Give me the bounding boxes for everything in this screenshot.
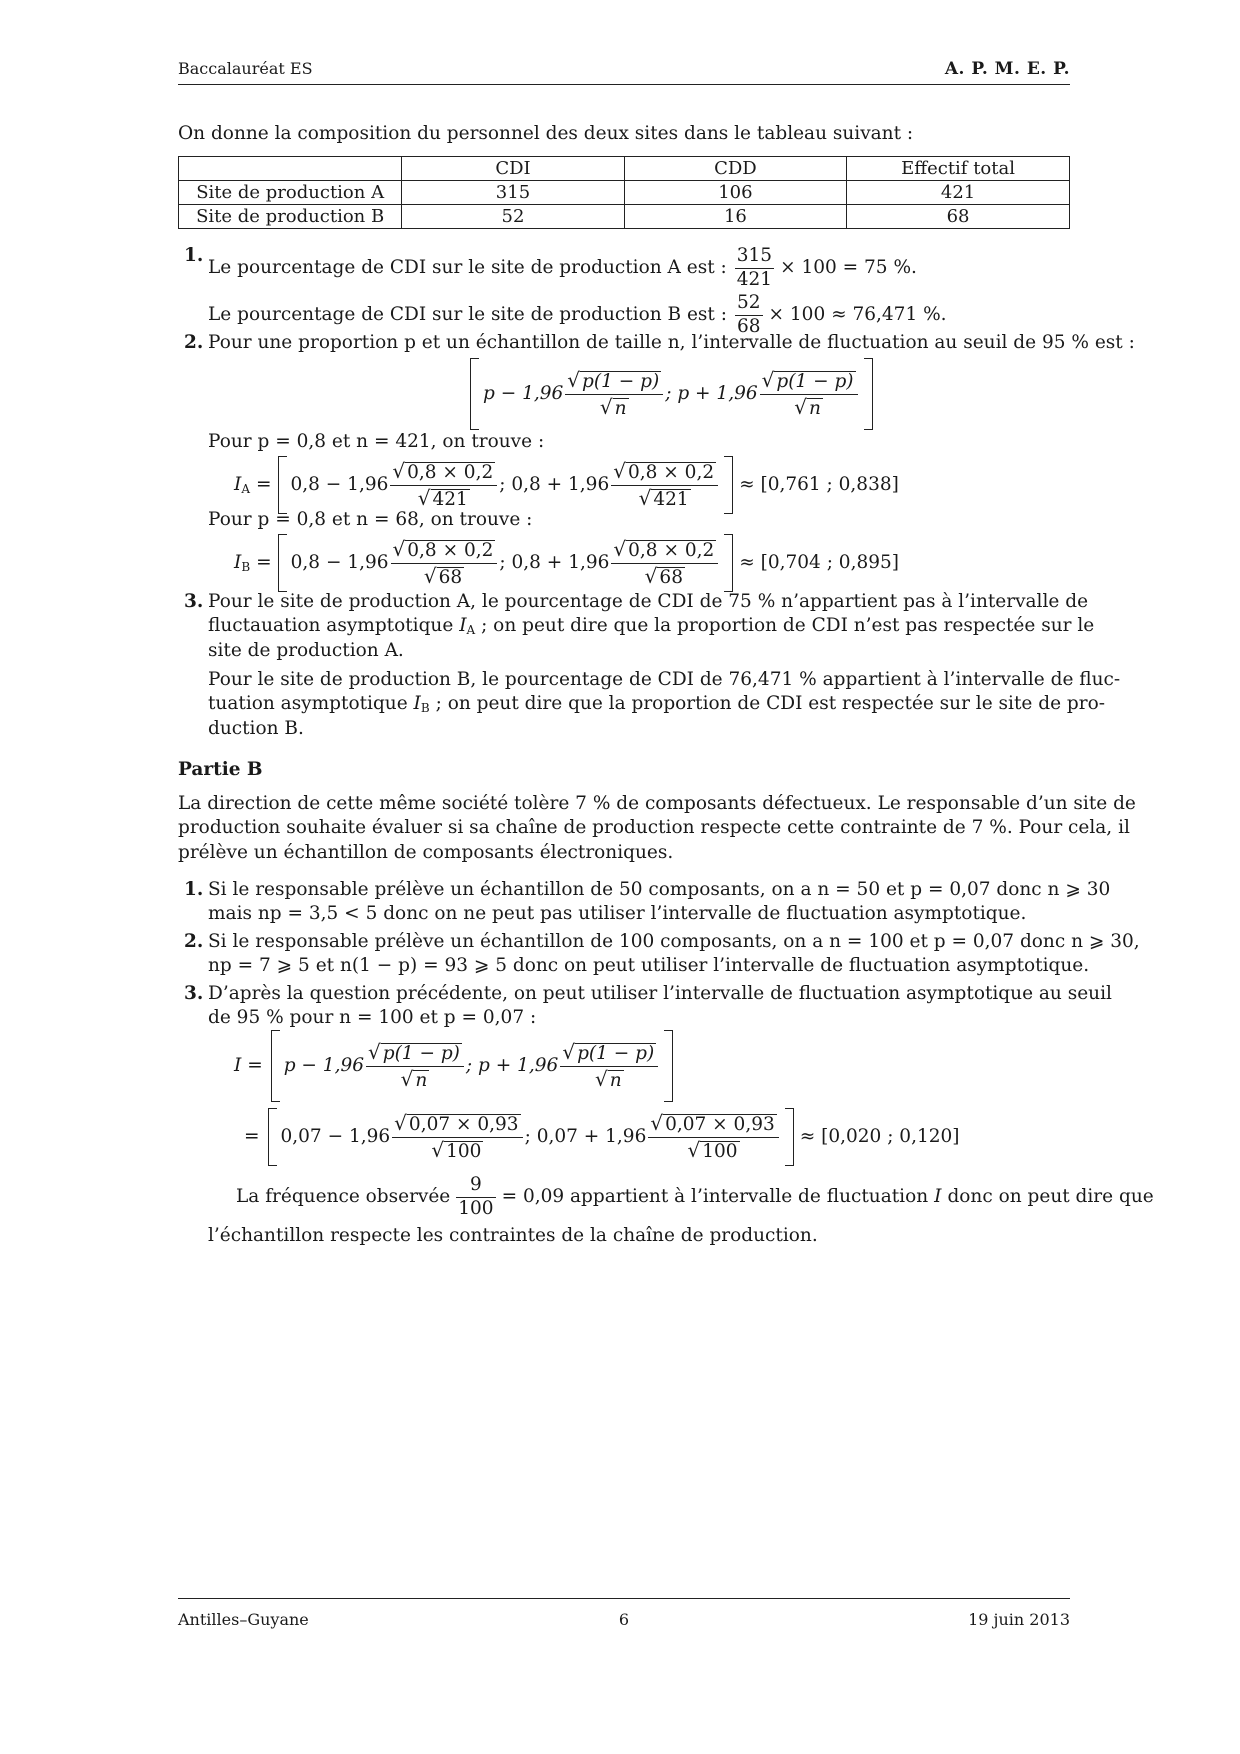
interval-i-formula: [234, 1028, 673, 1104]
sqrt-fraction: $\frac{√ p(1 - p)}{√ n}$: [760, 368, 858, 419]
q3-p1-line2a: fluctauation asymptotique: [208, 615, 454, 637]
composition-table: [178, 156, 1070, 229]
sqrt-fraction: $\frac{√ 0,8 \times 0,2}{√ 421}$: [611, 459, 718, 510]
fraction-numerator: 9: [456, 1174, 495, 1197]
q1-line-b: Le pourcentage de CDI sur le site de production B est :: [208, 303, 727, 325]
composition-table-wrap: [178, 156, 1070, 229]
part-b-intro-line: prélève un échantillon de composants électroniques.: [178, 841, 674, 863]
interval-b-mid: ; 0,8 + 1,96: [499, 551, 610, 573]
part-b-title: Partie B: [178, 759, 263, 780]
fraction-denominator: 68: [736, 315, 761, 337]
values-left: 0,07 − 1,96: [280, 1125, 391, 1147]
table-cell: 106: [624, 181, 846, 205]
q3-p1-line2b: ; on peut dire que la proportion de CDI n’est pas respectée sur le: [481, 615, 1095, 637]
general-interval-formula: [470, 356, 873, 432]
fraction-numerator: 52: [735, 292, 763, 315]
right-bracket: [785, 1108, 794, 1166]
sqrt-content: 0,8 × 0,2: [628, 540, 715, 562]
left-bracket: [278, 534, 287, 592]
fraction-a: [735, 245, 774, 290]
header-left: Baccalauréat ES: [178, 59, 313, 78]
question-b2: [184, 930, 1140, 979]
question-a3: 3. Pour le site de production A, le pourcentage de CDI de 75 % n’appartient pas à l’intervalle de fluctauation asymptotique $I_A$ ; on peut dire que la proportion de CDI n’est pas respectée sur le site de production A. Pour le site de production B, le pourcentage de CDI de 76,471 % appartient à l’intervalle de fluc- tuation asymptotique $I_B$ ; on peut dire que la proportion de CDI est respectée sur le site de pro- duction B.: [208, 590, 1070, 741]
q-b2-line1: Si le responsable prélève un échantillon de 100 composants, on a n = 100 et p = 0,07 donc n ⩾ 30,: [208, 931, 1140, 952]
question-number: 1.: [184, 245, 204, 266]
interval-b-label: $I_B$: [234, 551, 251, 574]
intro-text: On donne la composition du personnel des deux sites dans le tableau suivant :: [178, 123, 914, 144]
table-header-row: [179, 157, 1070, 181]
interval-a-label: $I_A$: [234, 473, 250, 496]
table-cell: 68: [847, 205, 1070, 229]
right-bracket: [864, 358, 873, 430]
interval-b: $I_B$ = 0,8 − 1,96 $\frac{√ 0,8 \times 0,2}{√ 68}$ ; 0,8 + 1,96 $\frac{√ 0,8 \times 0,2}{√ 68}$ ≈ [0,704 ; 0,895]: [234, 532, 899, 594]
q3-p2-line1: Pour le site de production B, le pourcentage de CDI de 76,471 % appartient à l’intervalle de fluc-: [208, 668, 1121, 690]
table-row: [179, 205, 1070, 229]
table-cell: 52: [402, 205, 624, 229]
q-b1-line2: mais np = 3,5 < 5 donc on ne peut pas utiliser l’intervalle de fluctuation asymptotique.: [208, 903, 1027, 925]
values-mid: ; 0,07 + 1,96: [524, 1125, 647, 1147]
question-a1: [184, 244, 1070, 338]
table-header-cell: Effectif total: [847, 157, 1070, 181]
left-bracket: [470, 358, 479, 430]
sqrt-denominator: n: [415, 1069, 428, 1091]
question-b3: [184, 982, 1112, 1031]
table-row: [179, 181, 1070, 205]
observed-frequency-line: [236, 1172, 1154, 1222]
sqrt-content: p(1 − p): [582, 371, 660, 393]
equals-sign: =: [244, 1125, 260, 1147]
frequency-fraction: [456, 1174, 495, 1219]
question-number: 1.: [184, 879, 204, 900]
table-cell: Site de production A: [179, 181, 402, 205]
interval-a-mid: ; 0,8 + 1,96: [499, 473, 610, 495]
footer-left: Antilles–Guyane: [178, 1610, 309, 1629]
sqrt-content: 0,8 × 0,2: [407, 540, 494, 562]
part-b-intro-line: production souhaite évaluer si sa chaîne de production respecte cette contrainte de 7 %. Pour cela, il: [178, 817, 1130, 839]
freq-text-a: La fréquence observée: [236, 1185, 451, 1207]
final-line: l’échantillon respecte les contraintes de la chaîne de production.: [208, 1225, 818, 1246]
left-bracket: [271, 1030, 280, 1102]
sqrt-denominator: n: [609, 1069, 622, 1091]
sqrt-denominator: 421: [653, 488, 689, 510]
right-bracket: [724, 534, 733, 592]
part-b-intro-line: La direction de cette même société tolère 7 % de composants défectueux. Le responsable d’un site de: [178, 793, 1136, 814]
q1-line-a: Le pourcentage de CDI sur le site de production A est :: [208, 256, 727, 278]
table-cell: 315: [402, 181, 624, 205]
sqrt-fraction: $\frac{√ 0,07 \times 0,93}{√ 100}$: [392, 1111, 522, 1162]
fraction-denominator: 421: [736, 268, 773, 290]
header-right: A. P. M. E. P.: [944, 59, 1070, 79]
sqrt-fraction: $\frac{√ p(1 - p)}{√ n}$: [560, 1040, 658, 1091]
right-bracket: [724, 456, 733, 514]
formula-left: p − 1,96: [483, 382, 564, 404]
q2-text: Pour une proportion p et un échantillon de taille n, l’intervalle de fluctuation au seuil de 95 % est :: [208, 332, 1135, 353]
result-b: × 100 ≈ 76,471 %.: [768, 303, 947, 325]
table-cell: 421: [847, 181, 1070, 205]
page-footer: [178, 1598, 1070, 1629]
sqrt-fraction: $\frac{√ 0,8 \times 0,2}{√ 68}$: [391, 537, 498, 588]
question-number: 2.: [184, 332, 204, 353]
fraction-numerator: 315: [735, 245, 774, 268]
sqrt-content: p(1 − p): [776, 371, 854, 393]
left-bracket: [268, 1108, 277, 1166]
fraction-denominator: 100: [458, 1197, 494, 1219]
left-bracket: [278, 456, 287, 514]
sqrt-content: 0,8 × 0,2: [407, 462, 494, 484]
freq-text-c: donc on peut dire que: [947, 1185, 1154, 1207]
right-bracket: [664, 1030, 673, 1102]
sqrt-content: p(1 − p): [577, 1043, 655, 1065]
question-number: 2.: [184, 931, 204, 952]
q3-p1-line1: Pour le site de production A, le pourcentage de CDI de 75 % n’appartient pas à l’intervalle de: [208, 591, 1089, 612]
sqrt-denominator: 421: [432, 488, 468, 510]
formula-mid: ; p + 1,96: [665, 382, 758, 404]
question-b1: [184, 878, 1111, 927]
interval-b-result: ≈ [0,704 ; 0,895]: [739, 551, 899, 573]
q-b3-line2: de 95 % pour n = 100 et p = 0,07 :: [208, 1007, 537, 1029]
page-number: 6: [618, 1610, 630, 1629]
interval-a-left: 0,8 − 1,96: [290, 473, 389, 495]
sqrt-content: 0,07 × 0,93: [408, 1114, 519, 1136]
table-header-cell: CDI: [402, 157, 624, 181]
sqrt-content: 0,8 × 0,2: [627, 462, 715, 484]
q-b3-line1: D’après la question précédente, on peut utiliser l’intervalle de fluctuation asymptotique au seuil: [208, 983, 1112, 1004]
sqrt-fraction: $\frac{√ p(1 - p)}{√ n}$: [366, 1040, 464, 1091]
question-a2: [184, 331, 1135, 355]
page-header: [178, 58, 1070, 85]
q3-p2-line3: duction B.: [208, 717, 304, 739]
q3-p1-line3: site de production A.: [208, 640, 404, 662]
interval-a-result: ≈ [0,761 ; 0,838]: [739, 473, 899, 495]
table-header-cell: [179, 157, 402, 181]
formula-mid: ; p + 1,96: [465, 1054, 559, 1076]
q3-p2-line2b: ; on peut dire que la proportion de CDI est respectée sur le site de pro-: [435, 693, 1105, 715]
q3-p2-line2a: tuation asymptotique: [208, 693, 408, 715]
interval-i-values: [244, 1106, 959, 1168]
case-b-text: Pour p = 0,8 et n = 68, on trouve :: [208, 509, 533, 530]
sqrt-fraction: $\frac{√ 0,8 \times 0,2}{√ 68}$: [611, 537, 718, 588]
sqrt-denominator: 68: [659, 566, 683, 588]
table-header-cell: CDD: [624, 157, 846, 181]
interval-a: $I_A$ = 0,8 − 1,96 $\frac{√ 0,8 \times 0,2}{√ 421}$ ; 0,8 + 1,96 $\frac{√ 0,8 \times 0,2}{√ 421}$ ≈ [0,761 ; 0,838]: [234, 454, 899, 516]
sqrt-denominator: 68: [438, 566, 463, 588]
result-a: × 100 = 75 %.: [780, 256, 917, 278]
q-b1-line1: Si le responsable prélève un échantillon de 50 composants, on a n = 50 et p = 0,07 donc n ⩾ 30: [208, 879, 1111, 900]
table-cell: 16: [624, 205, 846, 229]
interval-b-left: 0,8 − 1,96: [290, 551, 389, 573]
sqrt-fraction: $\frac{√ 0,07 \times 0,93}{√ 100}$: [648, 1111, 778, 1162]
sqrt-fraction: $\frac{√ 0,8 \times 0,2}{√ 421}$: [390, 459, 497, 510]
table-cell: Site de production B: [179, 205, 402, 229]
part-b-intro: [178, 792, 1136, 865]
formula-left: p − 1,96: [283, 1054, 364, 1076]
sqrt-denominator: n: [808, 397, 821, 419]
freq-text-b: = 0,09 appartient à l’intervalle de fluctuation: [501, 1185, 929, 1207]
sqrt-fraction: $\frac{√ p(1 - p)}{√ n}$: [565, 368, 663, 419]
question-number: 3.: [184, 591, 204, 612]
question-number: 3.: [184, 983, 204, 1004]
sqrt-denominator: n: [614, 397, 627, 419]
case-a-text: Pour p = 0,8 et n = 421, on trouve :: [208, 431, 545, 452]
sqrt-content: 0,07 × 0,93: [665, 1114, 775, 1136]
freq-interval-symbol: I: [934, 1185, 942, 1207]
sqrt-content: p(1 − p): [382, 1043, 460, 1065]
sqrt-denominator: 100: [702, 1140, 738, 1162]
sqrt-denominator: 100: [446, 1140, 482, 1162]
footer-right: 19 juin 2013: [968, 1610, 1070, 1629]
interval-i-result: ≈ [0,020 ; 0,120]: [799, 1125, 960, 1147]
interval-i-label: I =: [234, 1054, 263, 1076]
q-b2-line2: np = 7 ⩾ 5 et n(1 − p) = 93 ⩾ 5 donc on peut utiliser l’intervalle de fluctuation asymptotique.: [208, 955, 1090, 977]
